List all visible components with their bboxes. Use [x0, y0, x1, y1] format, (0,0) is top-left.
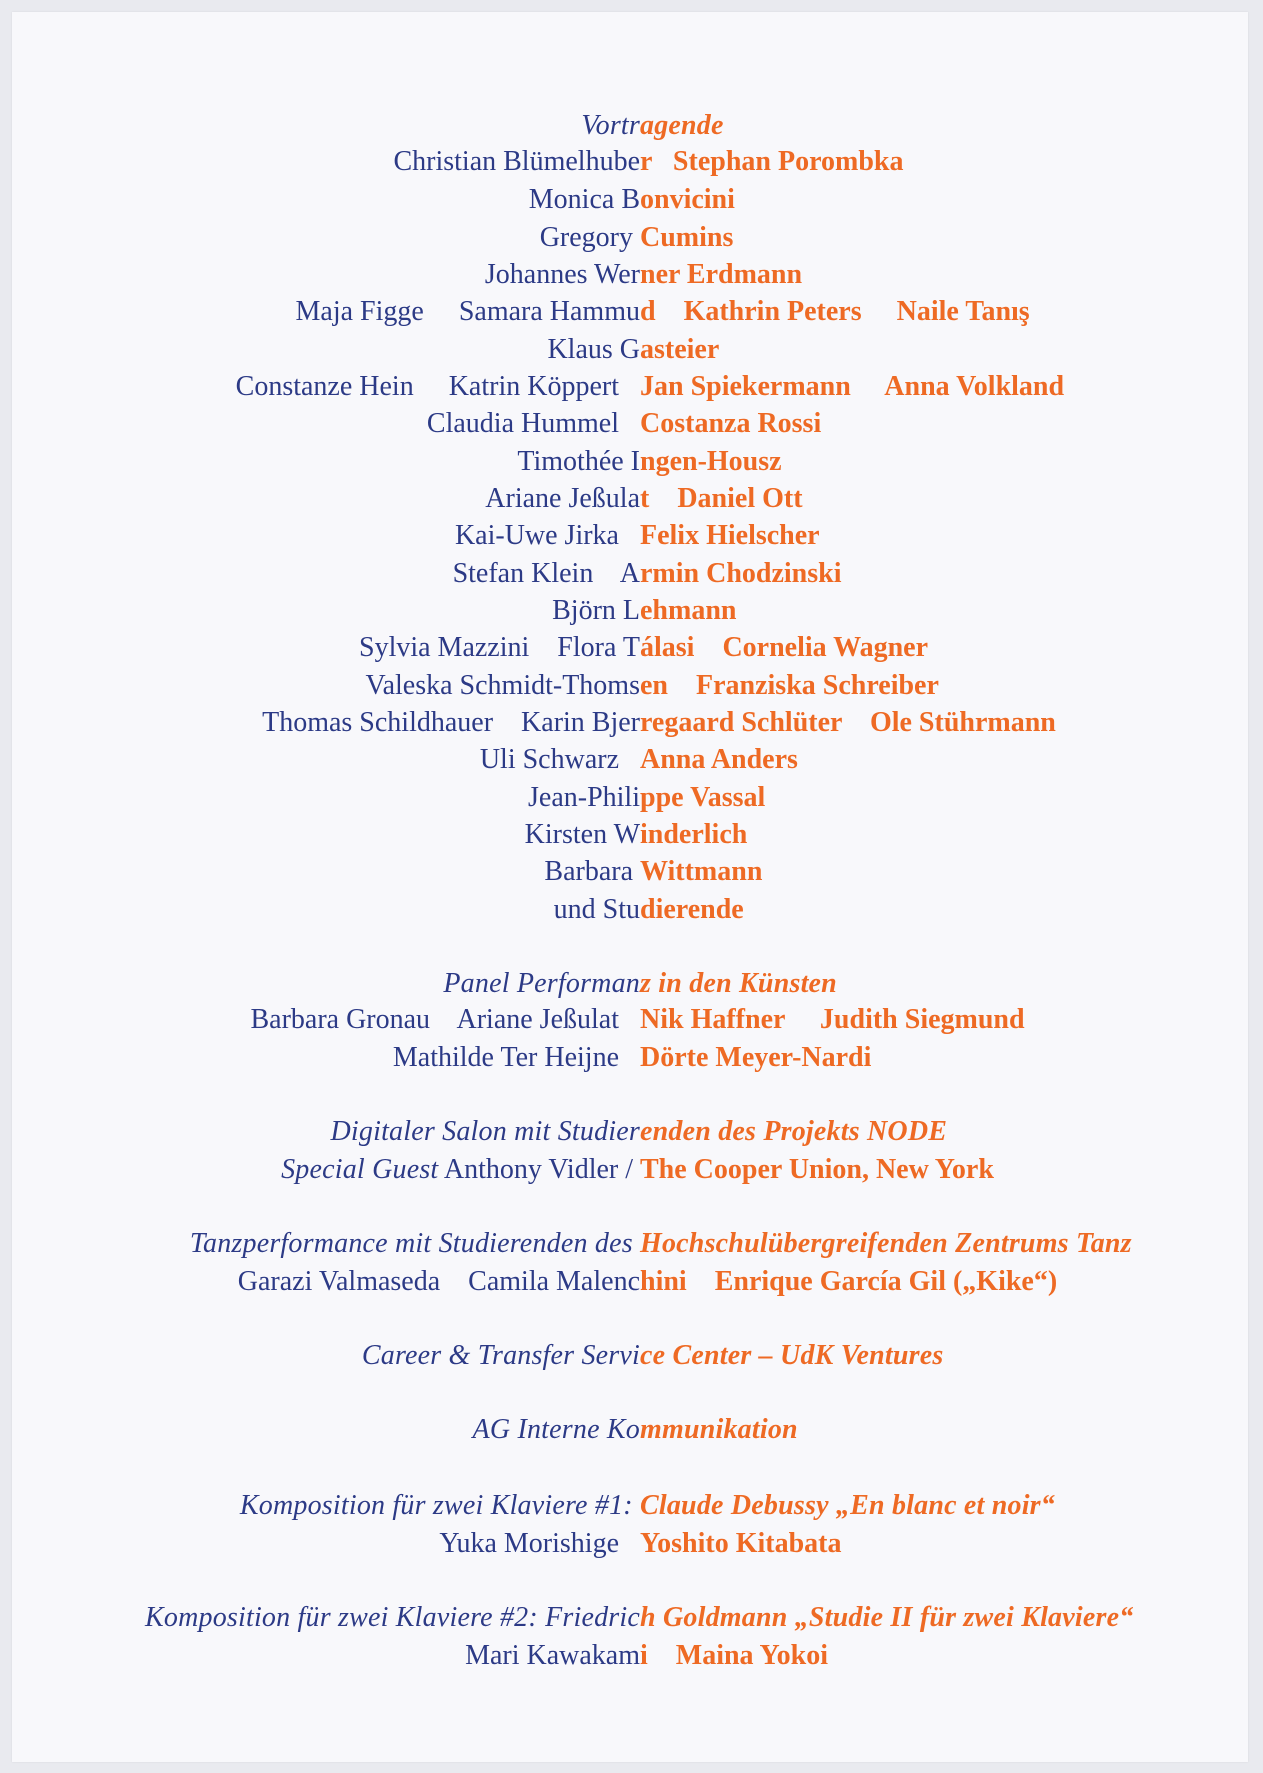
speaker-names-orange: Dörte Meyer-Nardi — [640, 1042, 872, 1073]
speaker-names-orange: Jan Spiekermann Anna Volkland — [640, 371, 1065, 402]
heading-orange-part: enden des Projekts NODE — [640, 1116, 948, 1147]
speaker-names-orange: Anna Anders — [640, 744, 798, 775]
speaker-line — [528, 780, 765, 816]
speaker-names-blue: Yuka Morishige — [439, 1528, 640, 1559]
speaker-names-orange: r Stephan Porombka — [640, 146, 904, 177]
section-heading-komposition-2 — [145, 1600, 1133, 1636]
speaker-line — [529, 182, 735, 218]
section-heading-tanz — [190, 1226, 1132, 1262]
speaker-names-orange: hini Enrique García Gil („Kike“) — [640, 1266, 1058, 1297]
program-sheet — [12, 12, 1248, 1762]
speaker-line — [544, 854, 762, 890]
heading-blue-part: Komposition für zwei Klaviere #2: Friedric — [145, 1602, 640, 1633]
speaker-names-orange: ner Erdmann — [640, 259, 803, 290]
dancer-line — [238, 1264, 1057, 1300]
speaker-line — [393, 144, 903, 180]
speaker-names-blue: Maja Figge Samara Hammu — [295, 296, 640, 327]
speaker-names-orange: inderlich — [640, 819, 748, 850]
speaker-names-blue: Timothée I — [517, 446, 640, 477]
speaker-names-orange: t Daniel Ott — [640, 483, 803, 514]
speaker-line — [427, 406, 821, 442]
section-heading-vortragende — [581, 108, 723, 144]
speaker-line — [485, 481, 802, 517]
speaker-line — [554, 892, 744, 928]
speaker-names-blue: Garazi Valmaseda Camila Malenc — [237, 1266, 640, 1297]
speaker-names-orange: Felix Hielscher — [640, 520, 820, 551]
section-heading-komposition-1 — [240, 1488, 1055, 1524]
heading-orange-part: Hochschulübergreifenden Zentrums Tanz — [640, 1228, 1132, 1259]
speaker-line — [262, 705, 1056, 741]
speaker-names-orange: asteier — [640, 334, 720, 365]
speaker-names-blue: Kai-Uwe Jirka — [454, 520, 640, 551]
speaker-line — [525, 817, 748, 853]
speaker-names-blue: Ariane Jeßula — [485, 483, 640, 514]
speaker-names-blue: Barbara Gronau Ariane Jeßulat — [250, 1004, 640, 1035]
speaker-names-blue: Constanze Hein Katrin Köppert — [235, 371, 640, 402]
heading-orange-part: h Goldmann „Studie II für zwei Klaviere“ — [640, 1602, 1134, 1633]
speaker-names-blue: Claudia Hummel — [426, 408, 640, 439]
speaker-names-blue: Thomas Schildhauer Karin Bjer — [262, 707, 640, 738]
special-guest-label: Special Guest — [281, 1154, 439, 1185]
heading-orange-part: agende — [640, 110, 724, 141]
section-heading-panel — [443, 966, 837, 1002]
speaker-names-blue: Mathilde Ter Heijne — [392, 1042, 640, 1073]
speaker-names-blue: Jean-Phili — [528, 782, 640, 813]
speaker-line — [296, 294, 1030, 330]
speaker-names-orange: en Franziska Schreiber — [640, 670, 939, 701]
speaker-names-orange: Yoshito Kitabata — [640, 1528, 842, 1559]
speaker-names-orange: ppe Vassal — [640, 782, 766, 813]
speaker-names-orange: Nik Haffner Judith Siegmund — [640, 1004, 1025, 1035]
speaker-line — [552, 593, 736, 629]
special-guest-line — [281, 1152, 994, 1188]
speaker-names-orange: álasi Cornelia Wagner — [640, 632, 929, 663]
heading-blue-part: Tanzperformance mit Studierenden des — [189, 1228, 640, 1259]
heading-blue-part: Komposition für zwei Klaviere #1: — [239, 1490, 640, 1521]
speaker-names-orange: ngen-Housz — [640, 446, 782, 477]
section-heading-career — [362, 1338, 944, 1374]
speaker-names-orange: Cumins — [640, 222, 734, 253]
panel-line — [250, 1002, 1024, 1038]
speaker-line — [236, 369, 1064, 405]
speaker-names-orange: regaard Schlüter Ole Stührmann — [640, 707, 1056, 738]
speaker-names-blue: Kirsten W — [524, 819, 640, 850]
speaker-names-blue: und Stu — [553, 894, 640, 925]
speaker-names-orange: ehmann — [640, 595, 737, 626]
heading-orange-part: mmunikation — [640, 1414, 798, 1445]
heading-orange-part: ce Center – UdK Ventures — [640, 1340, 944, 1371]
speaker-line — [365, 668, 938, 704]
speaker-line — [453, 556, 842, 592]
speaker-names-blue: Gregory — [539, 222, 640, 253]
speaker-names-orange: onvicini — [640, 184, 735, 215]
speaker-names-orange: Costanza Rossi — [640, 408, 822, 439]
section-heading-ag — [473, 1412, 798, 1448]
speaker-line — [480, 742, 798, 778]
panel-line — [393, 1040, 872, 1076]
speaker-names-blue: Valeska Schmidt-Thoms — [365, 670, 640, 701]
speaker-line — [540, 220, 734, 256]
speaker-names-blue: Johannes Wer — [484, 259, 640, 290]
heading-orange-part: z in den Künsten — [640, 968, 837, 999]
speaker-line — [359, 630, 928, 666]
speaker-names-blue: Mari Kawakam — [465, 1640, 640, 1671]
speaker-names-orange: Wittmann — [640, 856, 763, 887]
speaker-names-orange: The Cooper Union, New York — [640, 1154, 994, 1185]
pianist-line — [439, 1526, 841, 1562]
heading-orange-part: Claude Debussy „En blanc et noir“ — [640, 1490, 1055, 1521]
section-heading-digitaler-salon — [330, 1114, 947, 1150]
speaker-names-blue: Uli Schwarz — [479, 744, 640, 775]
speaker-line — [517, 444, 781, 480]
speaker-names-blue: Barbara — [544, 856, 640, 887]
speaker-names-orange: rmin Chodzinski — [640, 558, 842, 589]
heading-blue-part: Vortr — [581, 110, 640, 141]
pianist-line — [465, 1638, 828, 1674]
heading-blue-part: AG Interne Ko — [472, 1414, 640, 1445]
heading-blue-part: Career & Transfer Servi — [361, 1340, 640, 1371]
speaker-names-blue: Klaus G — [547, 334, 640, 365]
speaker-names-blue: Björn L — [552, 595, 640, 626]
speaker-names-blue: Monica B — [528, 184, 640, 215]
speaker-names-blue: Stefan Klein A — [452, 558, 640, 589]
speaker-names-orange: i Maina Yokoi — [640, 1640, 828, 1671]
speaker-line — [455, 518, 820, 554]
speaker-names-blue: Christian Blümelhube — [393, 146, 640, 177]
speaker-names-blue: Sylvia Mazzini Flora T — [359, 632, 640, 663]
heading-blue-part: Digitaler Salon mit Studier — [330, 1116, 640, 1147]
heading-blue-part: Panel Performan — [443, 968, 640, 999]
speaker-names-orange: d Kathrin Peters Naile Tanış — [640, 296, 1030, 327]
speaker-line — [485, 257, 802, 293]
speaker-line — [547, 332, 719, 368]
speaker-names-orange: dierende — [640, 894, 744, 925]
speaker-names-blue: Anthony Vidler / — [438, 1154, 640, 1185]
